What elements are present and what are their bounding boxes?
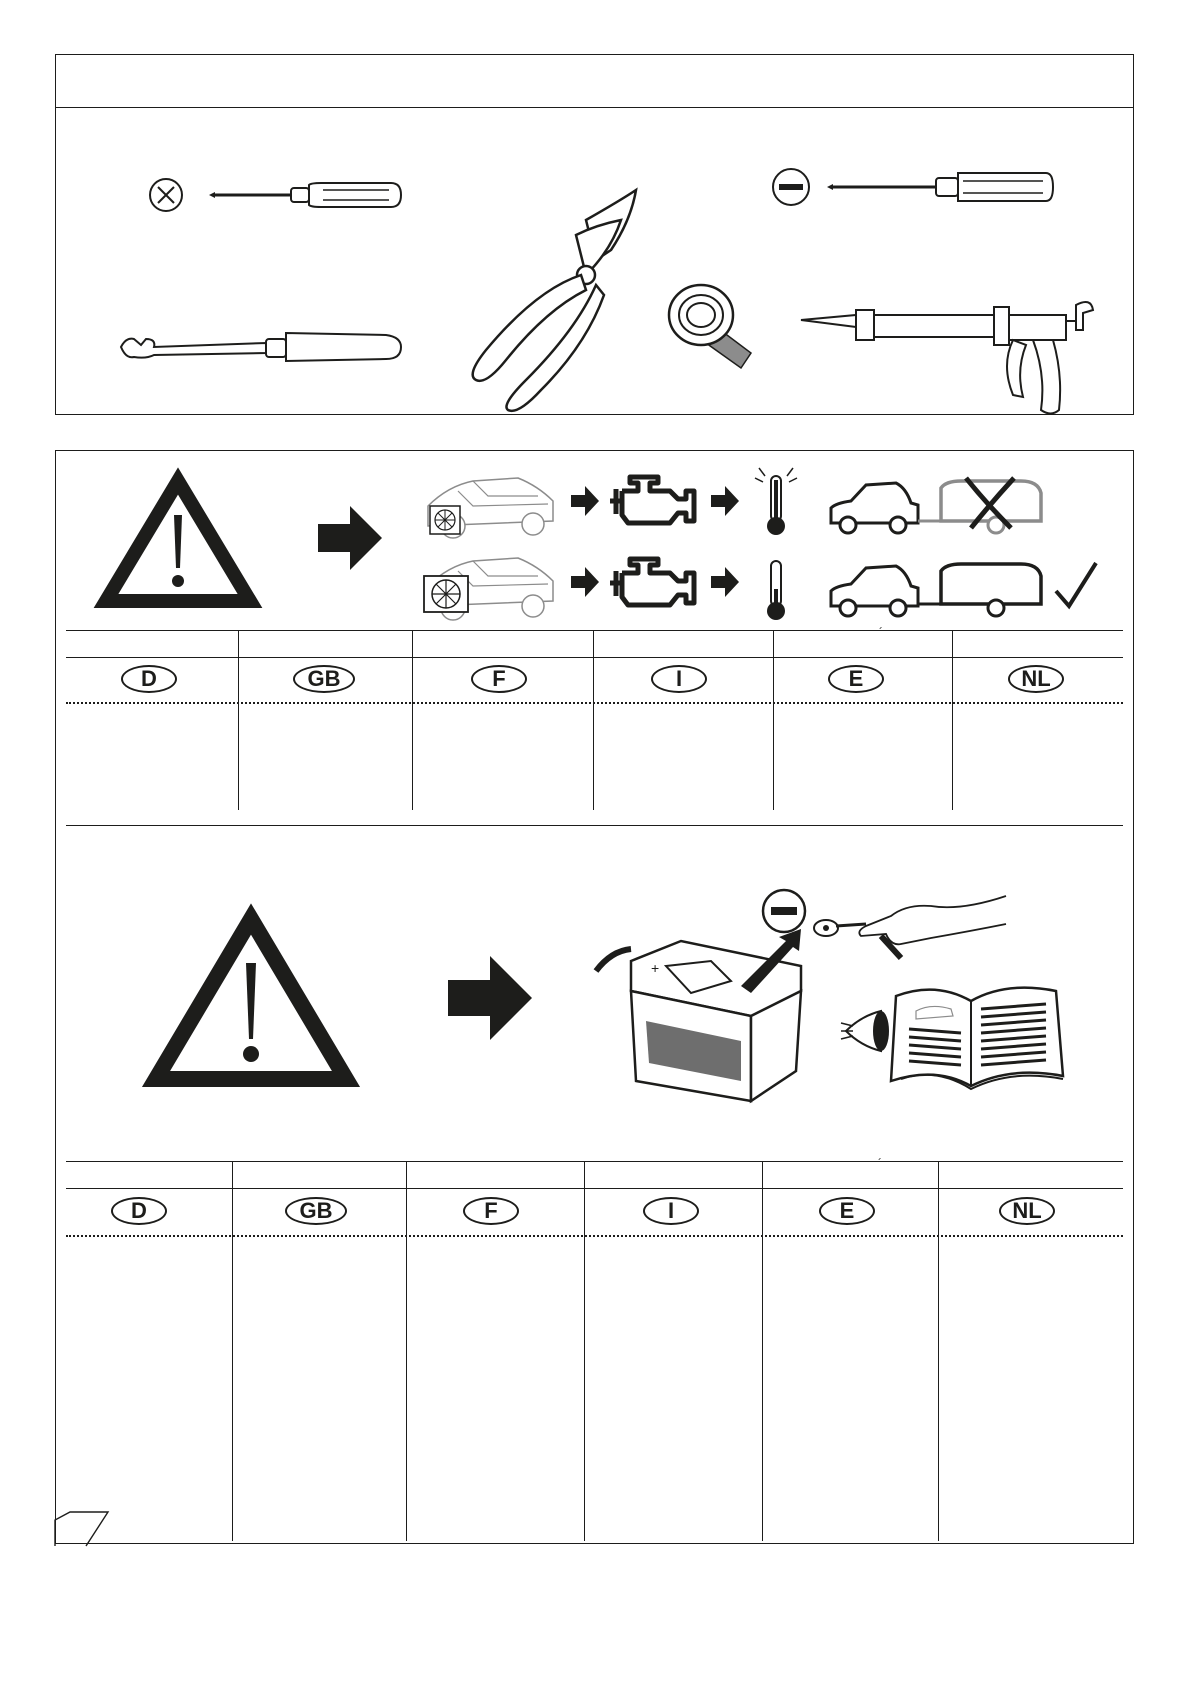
language-grid-1	[66, 625, 1123, 810]
car-towing-trailer-forbidden-icon	[826, 473, 1066, 543]
language-badge-i: I	[643, 1197, 699, 1225]
column-divider	[593, 630, 594, 810]
language-badge-f: F	[463, 1197, 519, 1225]
language-badge-e: E	[819, 1197, 875, 1225]
language-badge-f: F	[471, 665, 527, 693]
insulating-tape-icon	[661, 273, 761, 373]
flat-screwdriver-icon	[771, 167, 1091, 217]
grid-header-rule	[66, 1188, 1123, 1189]
tools-header-bar	[56, 55, 1133, 108]
language-badge-gb: GB	[293, 665, 355, 693]
language-badge-e: E	[828, 665, 884, 693]
caulking-gun-icon	[801, 285, 1121, 425]
small-arrow-icon	[571, 486, 601, 516]
warning-triangle-icon	[98, 473, 258, 613]
car-towing-trailer-allowed-icon	[826, 551, 1116, 626]
trim-removal-tool-icon	[116, 317, 426, 377]
normal-thermometer-icon	[751, 551, 801, 626]
language-badge-nl: NL	[1008, 665, 1064, 693]
column-divider	[584, 1161, 585, 1541]
minus-icon	[759, 886, 809, 936]
accent-mark: ´	[878, 1156, 882, 1170]
hand-holding-terminal-icon	[811, 876, 1011, 966]
section-separator	[66, 825, 1123, 826]
diagonal-pliers-icon	[446, 180, 656, 420]
column-divider	[238, 630, 239, 810]
grid-dotted-rule	[66, 702, 1123, 704]
engine-check-icon	[608, 551, 698, 611]
column-divider	[762, 1161, 763, 1541]
warnings-panel	[55, 450, 1134, 1544]
engine-check-icon	[608, 469, 698, 529]
car-with-radiator-icon	[418, 546, 558, 626]
column-divider	[952, 630, 953, 810]
right-arrow-icon	[448, 956, 533, 1041]
phillips-screwdriver-icon	[151, 175, 441, 225]
page-corner-tab	[52, 1510, 112, 1550]
language-badge-nl: NL	[999, 1197, 1055, 1225]
column-divider	[412, 630, 413, 810]
read-manual-icon	[841, 971, 1071, 1101]
grid-header-rule	[66, 657, 1123, 658]
column-divider	[773, 630, 774, 810]
language-badge-i: I	[651, 665, 707, 693]
small-arrow-icon	[571, 567, 601, 597]
language-badge-gb: GB	[285, 1197, 347, 1225]
car-with-radiator-icon	[418, 466, 558, 546]
language-grid-2	[66, 1156, 1123, 1541]
car-battery-icon	[591, 921, 831, 1116]
right-arrow-icon	[318, 506, 383, 571]
svg-text:+: +	[651, 960, 660, 976]
column-divider	[406, 1161, 407, 1541]
language-badge-d: D	[121, 665, 177, 693]
grid-dotted-rule	[66, 1235, 1123, 1237]
small-arrow-icon	[711, 486, 741, 516]
column-divider	[232, 1161, 233, 1541]
hot-thermometer-icon	[751, 466, 801, 541]
warning-triangle-icon	[146, 911, 356, 1091]
accent-mark: ´	[879, 625, 883, 639]
grid-top-rule	[66, 1161, 1123, 1162]
column-divider	[938, 1161, 939, 1541]
tools-panel	[55, 54, 1134, 415]
grid-top-rule	[66, 630, 1123, 631]
language-badge-d: D	[111, 1197, 167, 1225]
small-arrow-icon	[711, 567, 741, 597]
